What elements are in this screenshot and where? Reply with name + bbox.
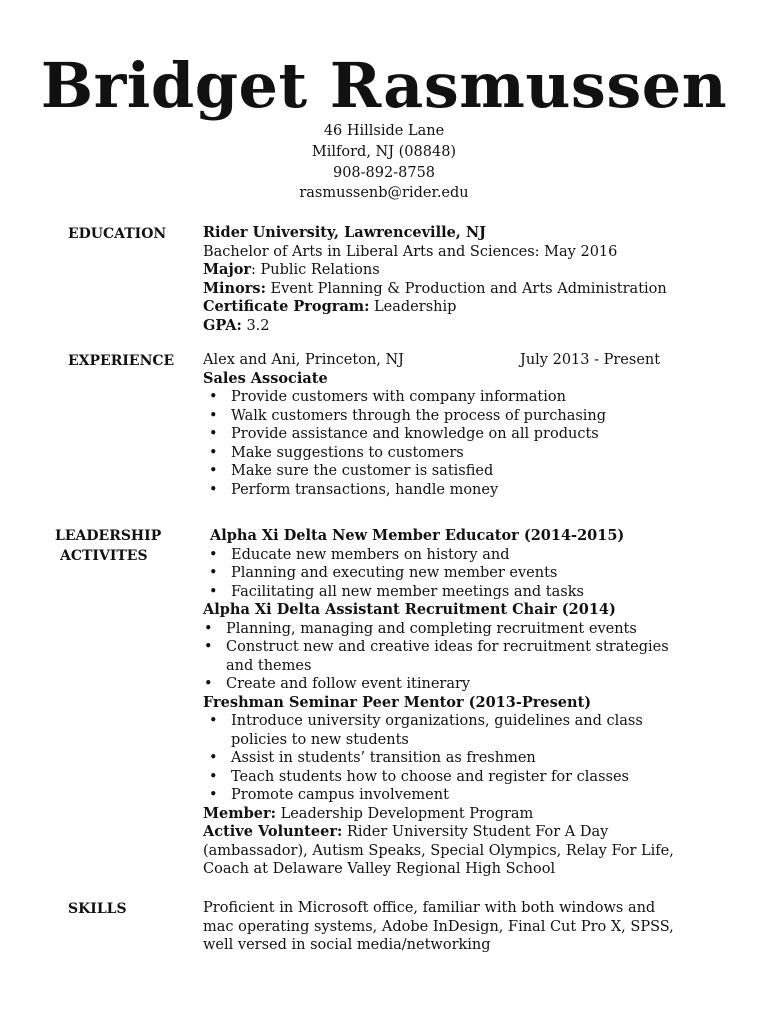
experience-employer-row xyxy=(203,351,703,370)
experience-block xyxy=(203,351,703,499)
list-item: • Walk customers through the process of purchasing xyxy=(209,407,607,424)
list-item: • Make sure the customer is satisfied xyxy=(209,463,494,479)
list-item-continued: and themes xyxy=(226,657,312,674)
leadership-role-title: Alpha Xi Delta New Member Educator (2014-2015) xyxy=(210,527,625,544)
cert-value: Leadership xyxy=(369,299,457,315)
leadership-volunteer xyxy=(203,823,703,842)
experience-employer: Alex and Ani, Princeton, NJ xyxy=(203,352,404,368)
bullet-icon: • xyxy=(209,787,218,803)
bullet-icon: • xyxy=(204,676,213,692)
bullet-icon: • xyxy=(209,444,218,461)
cert-label: Certificate Program: xyxy=(203,298,370,315)
skills-block xyxy=(203,899,703,955)
section-label-education: EDUCATION xyxy=(68,226,167,242)
list-item: • Planning, managing and completing recruitment events xyxy=(204,620,637,637)
gpa-label: GPA: xyxy=(203,316,242,334)
list-item: • Educate new members on history and xyxy=(209,546,510,563)
bullet-icon: • xyxy=(209,546,218,563)
education-minors xyxy=(203,280,703,299)
contact-info xyxy=(0,121,768,204)
minors-value: Event Planning & Production and Arts Administration xyxy=(265,280,667,297)
list-item: • Provide customers with company information xyxy=(209,389,566,405)
major-label: Major xyxy=(203,261,252,278)
list-item: • Planning and executing new member events xyxy=(209,565,558,581)
leadership-member xyxy=(203,805,703,824)
member-value: Leadership Development Program xyxy=(275,805,534,822)
gpa-value: 3.2 xyxy=(241,317,270,334)
contact-address: 46 Hillside Lane xyxy=(323,123,445,139)
minors-label: Minors: xyxy=(203,279,266,297)
education-block xyxy=(203,224,703,335)
bullet-icon: • xyxy=(209,565,218,581)
education-school: Rider University, Lawrenceville, NJ xyxy=(203,224,487,241)
bullet-icon: • xyxy=(204,639,213,655)
list-item: • Teach students how to choose and register for classes xyxy=(209,768,629,785)
list-item: • Make suggestions to customers xyxy=(209,444,464,461)
experience-dates: July 2013 - Present xyxy=(520,352,661,368)
leadership-role-title: Freshman Seminar Peer Mentor (2013-Present) xyxy=(203,693,592,711)
list-item-continued: policies to new students xyxy=(231,731,409,748)
resume-name: Bridget Rasmussen xyxy=(40,49,728,122)
major-value: : Public Relations xyxy=(251,262,380,278)
education-gpa xyxy=(203,317,703,336)
leadership-role-title: Alpha Xi Delta Assistant Recruitment Chair (2014) xyxy=(203,601,616,618)
experience-title: Sales Associate xyxy=(203,369,328,387)
contact-phone: 908-892-8758 xyxy=(332,164,436,181)
education-certificate xyxy=(203,298,703,317)
bullet-icon: • xyxy=(209,463,218,479)
list-item: • Create and follow event itinerary xyxy=(204,676,471,692)
volunteer-value: Rider University Student For A Day xyxy=(342,824,609,840)
section-label-activities: ACTIVITES xyxy=(60,548,148,564)
bullet-icon: • xyxy=(204,620,213,637)
bullet-icon: • xyxy=(209,407,218,424)
skills-line-1: Proficient in Microsoft office, familiar with both windows and xyxy=(203,900,656,916)
bullet-icon: • xyxy=(209,768,218,785)
section-label-skills: SKILLS xyxy=(68,901,127,917)
volunteer-label: Active Volunteer: xyxy=(203,823,343,840)
contact-city: Milford, NJ (08848) xyxy=(311,143,457,160)
list-item: • Promote campus involvement xyxy=(209,787,449,803)
education-degree: Bachelor of Arts in Liberal Arts and Sciences: May 2016 xyxy=(203,243,618,260)
bullet-icon: • xyxy=(209,713,218,729)
list-item: • Construct new and creative ideas for recruitment strategies xyxy=(204,639,669,655)
skills-line-2: mac operating systems, Adobe InDesign, Final Cut Pro X, SPSS, xyxy=(203,918,674,935)
list-item: • Provide assistance and knowledge on all products xyxy=(209,426,599,442)
bullet-icon: • xyxy=(209,389,218,405)
member-label: Member: xyxy=(203,804,276,822)
bullet-icon: • xyxy=(209,583,218,600)
volunteer-line-2: (ambassador), Autism Speaks, Special Olympics, Relay For Life, xyxy=(203,842,674,859)
volunteer-line-3: Coach at Delaware Valley Regional High School xyxy=(203,861,556,877)
list-item: • Assist in students’ transition as freshmen xyxy=(209,750,536,766)
section-label-experience: EXPERIENCE xyxy=(68,353,175,369)
bullet-icon: • xyxy=(209,750,218,766)
bullet-icon: • xyxy=(209,481,218,498)
section-label-leadership: LEADERSHIP xyxy=(55,528,162,544)
education-major xyxy=(203,261,703,280)
list-item: • Introduce university organizations, guidelines and class xyxy=(209,713,643,729)
list-item: • Facilitating all new member meetings and tasks xyxy=(209,583,584,600)
contact-email[interactable]: rasmussenb@rider.edu xyxy=(299,185,469,202)
list-item: • Perform transactions, handle money xyxy=(209,481,499,498)
leadership-block xyxy=(203,527,703,879)
bullet-icon: • xyxy=(209,426,218,442)
skills-line-3: well versed in social media/networking xyxy=(203,937,491,953)
